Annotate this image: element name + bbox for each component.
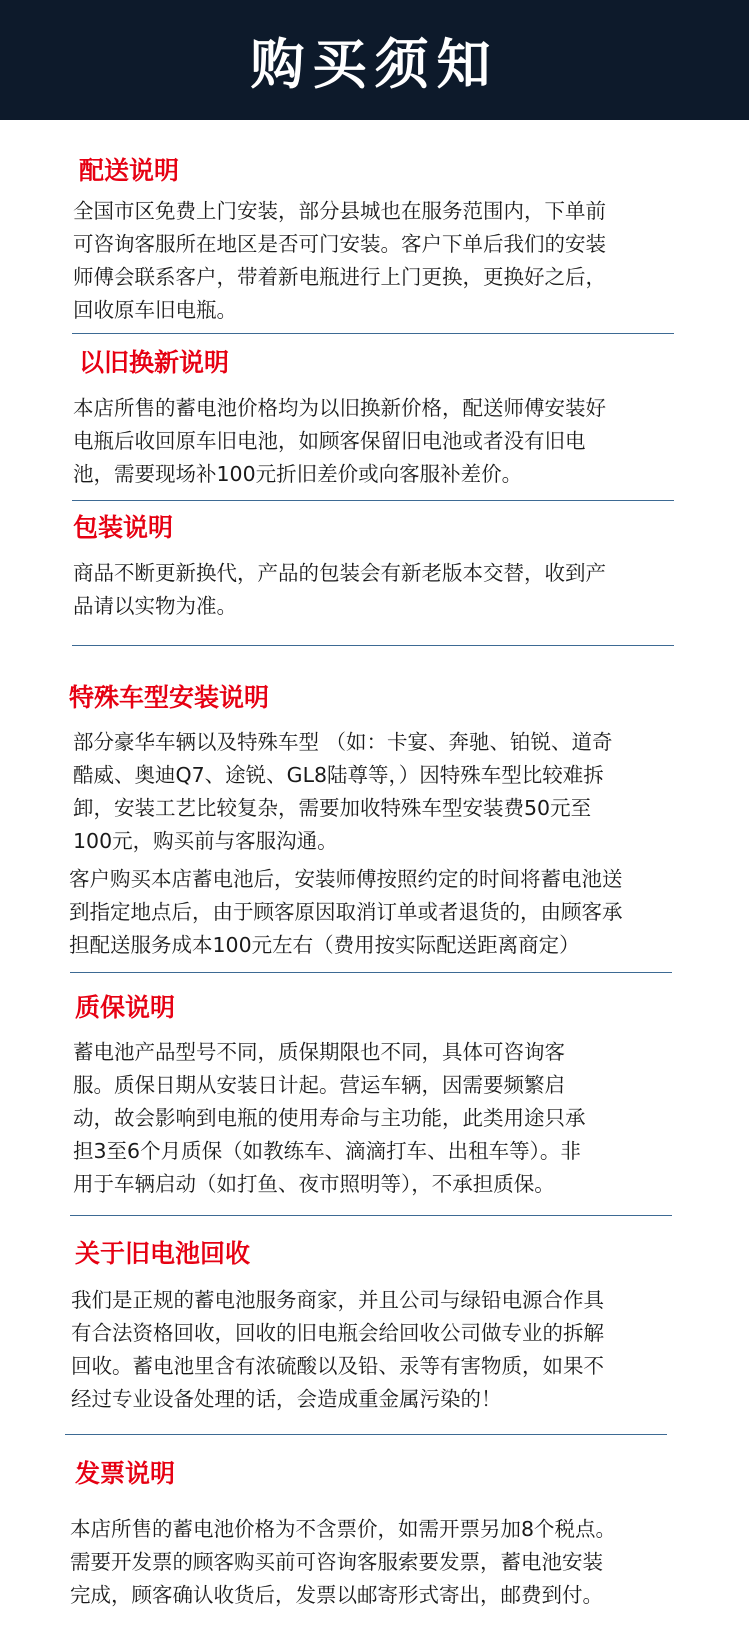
text-line: 部分豪华车辆以及特殊车型 （如：卡宴、奔驰、铂锐、道奇 bbox=[73, 730, 613, 754]
section-text-packaging bbox=[73, 557, 606, 623]
section-divider bbox=[72, 500, 674, 501]
text-line: 酷威、奥迪Q7、途锐、GL8陆尊等，）因特殊车型比较难拆 bbox=[73, 763, 604, 787]
page-title: 购买须知 bbox=[250, 32, 499, 96]
section-divider bbox=[70, 972, 672, 973]
text-line: 回收原车旧电瓶。 bbox=[73, 298, 237, 322]
section-divider bbox=[70, 1215, 672, 1216]
text-line: 动，故会影响到电瓶的使用寿命与主功能，此类用途只承 bbox=[73, 1106, 586, 1130]
text-line: 需要开发票的顾客购买前可咨询客服索要发票，蓄电池安装 bbox=[70, 1550, 603, 1574]
section-text-recycling bbox=[71, 1284, 604, 1416]
section-text-trade-in bbox=[73, 392, 606, 491]
text-line: 服。质保日期从安装日计起。营运车辆，因需要频繁启 bbox=[73, 1073, 565, 1097]
text-line: 客户购买本店蓄电池后，安装师傅按照约定的时间将蓄电池送 bbox=[69, 867, 623, 891]
text-line: 完成，顾客确认收货后，发票以邮寄形式寄出，邮费到付。 bbox=[70, 1583, 603, 1607]
section-title-recycling: 关于旧电池回收 bbox=[75, 1239, 251, 1268]
text-line: 电瓶后收回原车旧电池，如顾客保留旧电池或者没有旧电 bbox=[73, 429, 586, 453]
text-line: 本店所售的蓄电池价格为不含票价，如需开票另加8个税点。 bbox=[70, 1517, 617, 1541]
text-line: 担配送服务成本100元左右（费用按实际配送距离商定） bbox=[69, 933, 580, 957]
text-line: 担3至6个月质保（如教练车、滴滴打车、出租车等）。非 bbox=[73, 1139, 581, 1163]
section-title-trade-in: 以旧换新说明 bbox=[79, 348, 230, 377]
page-header bbox=[0, 0, 749, 120]
section-title-special-vehicles: 特殊车型安装说明 bbox=[69, 683, 270, 712]
text-line: 有合法资格回收，回收的旧电瓶会给回收公司做专业的拆解 bbox=[71, 1321, 604, 1345]
section-title-delivery: 配送说明 bbox=[79, 156, 180, 185]
text-line: 品请以实物为准。 bbox=[73, 594, 237, 618]
section-text-delivery bbox=[73, 195, 606, 327]
section-text-special-vehicles bbox=[73, 726, 613, 858]
text-line: 卸，安装工艺比较复杂，需要加收特殊车型安装费50元至 bbox=[73, 796, 592, 820]
text-line: 100元，购买前与客服沟通。 bbox=[73, 829, 338, 853]
section-divider bbox=[65, 1434, 667, 1435]
text-line: 全国市区免费上门安装，部分县城也在服务范围内，下单前 bbox=[73, 199, 606, 223]
text-line: 可咨询客服所在地区是否可门安装。客户下单后我们的安装 bbox=[73, 232, 606, 256]
section-text-invoice bbox=[70, 1513, 616, 1612]
text-line: 用于车辆启动（如打鱼、夜市照明等），不承担质保。 bbox=[73, 1172, 555, 1196]
section-divider bbox=[72, 333, 674, 334]
text-line: 商品不断更新换代，产品的包装会有新老版本交替，收到产 bbox=[73, 561, 606, 585]
text-line: 蓄电池产品型号不同，质保期限也不同，具体可咨询客 bbox=[73, 1040, 565, 1064]
section-text-special-vehicles-2 bbox=[69, 863, 623, 962]
text-line: 回收。蓄电池里含有浓硫酸以及铅、汞等有害物质，如果不 bbox=[71, 1354, 604, 1378]
text-line: 师傅会联系客户，带着新电瓶进行上门更换，更换好之后， bbox=[73, 265, 606, 289]
text-line: 本店所售的蓄电池价格均为以旧换新价格，配送师傅安装好 bbox=[73, 396, 606, 420]
section-divider bbox=[72, 645, 674, 646]
section-title-invoice: 发票说明 bbox=[75, 1459, 176, 1488]
section-title-packaging: 包装说明 bbox=[73, 513, 174, 542]
text-line: 到指定地点后，由于顾客原因取消订单或者退货的，由顾客承 bbox=[69, 900, 623, 924]
text-line: 池，需要现场补100元折旧差价或向客服补差价。 bbox=[73, 462, 523, 486]
section-text-warranty bbox=[73, 1036, 586, 1201]
text-line: 我们是正规的蓄电池服务商家，并且公司与绿铅电源合作具 bbox=[71, 1288, 604, 1312]
text-line: 经过专业设备处理的话，会造成重金属污染的！ bbox=[71, 1387, 502, 1411]
section-title-warranty: 质保说明 bbox=[75, 993, 176, 1022]
